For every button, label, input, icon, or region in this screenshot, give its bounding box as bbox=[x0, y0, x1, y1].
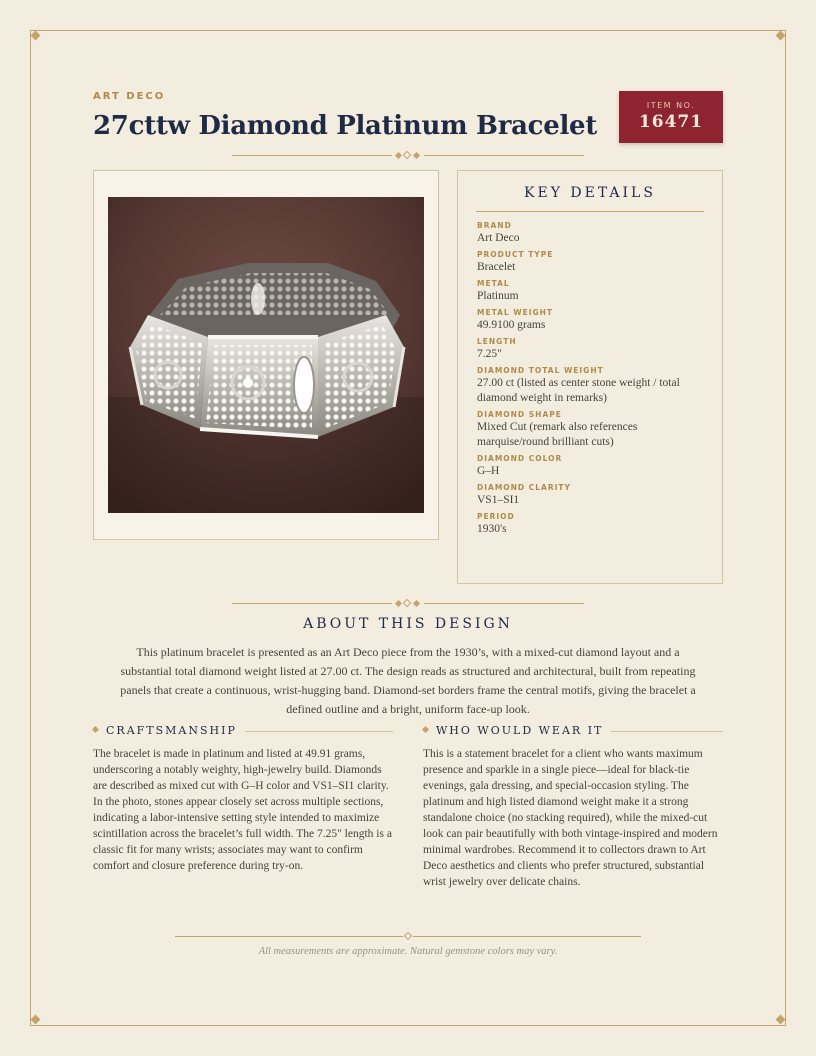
detail-value: G–H bbox=[477, 465, 500, 477]
who-wear-paragraph: This is a statement bracelet for a client who wants maximum presence and sparkle in a single piece—ideal for black-tie evenings, gala dressing, and special-occasion styling. The platinum and high listed diamond weight make it a strong standalone choice (no stacking required), while the mixed-cut look can pair beautifully with both vintage-inspired and modern minimal wardrobes. Recommend it to collectors drawn to Art Deco aesthetics and clients who prefer structured, substantial wrist jewelry over delicate chains. bbox=[423, 748, 718, 888]
who-wear-heading bbox=[423, 724, 611, 737]
craftsmanship-heading bbox=[93, 724, 245, 737]
key-details-rule bbox=[476, 211, 704, 212]
detail-brand bbox=[477, 221, 709, 246]
detail-value: 49.9100 grams bbox=[477, 319, 546, 331]
footer-disclaimer: All measurements are approximate. Natural gemstone colors may vary. bbox=[258, 946, 558, 957]
about-paragraph: This platinum bracelet is presented as an Art Deco piece from the 1930’s, with a mixed-cut diamond layout and a substantial total diamond weight listed at 27.00 ct. The design reads as structured and architectural, built from repeating panels that create a continuous, wrist-hugging band. Diamond-set borders frame the central motifs, giving the bracelet a defined outline and a bright, uniform face-up look. bbox=[120, 645, 696, 716]
category-eyebrow: ART DECO bbox=[93, 91, 166, 102]
detail-label: DIAMOND TOTAL WEIGHT bbox=[477, 366, 604, 375]
bracelet-photo bbox=[108, 197, 424, 513]
detail-length bbox=[477, 337, 709, 362]
detail-metal bbox=[477, 279, 709, 304]
title-divider-ornament bbox=[232, 150, 584, 162]
page-title: 27cttw Diamond Platinum Bracelet bbox=[93, 111, 597, 141]
detail-diamond-clarity bbox=[477, 483, 709, 508]
diamond-bullet-icon bbox=[92, 726, 99, 733]
key-details-list bbox=[477, 221, 709, 541]
detail-metal-weight bbox=[477, 308, 709, 333]
detail-label: DIAMOND SHAPE bbox=[477, 410, 562, 419]
detail-diamond-shape bbox=[477, 410, 709, 450]
detail-label: PRODUCT TYPE bbox=[477, 250, 554, 259]
key-details-panel bbox=[457, 170, 723, 584]
diamond-bullet-icon bbox=[422, 726, 429, 733]
detail-value: Art Deco bbox=[477, 232, 520, 244]
detail-value: Platinum bbox=[477, 290, 519, 302]
bracelet-image bbox=[108, 197, 424, 513]
item-number-value: 16471 bbox=[638, 112, 704, 132]
key-details-heading: KEY DETAILS bbox=[524, 185, 656, 201]
detail-label: DIAMOND CLARITY bbox=[477, 483, 571, 492]
item-number-badge bbox=[619, 91, 723, 143]
detail-label: DIAMOND COLOR bbox=[477, 454, 563, 463]
who-wear-heading-text: WHO WOULD WEAR IT bbox=[436, 724, 604, 737]
detail-value: 1930's bbox=[477, 523, 507, 535]
detail-label: BRAND bbox=[477, 221, 512, 230]
detail-diamond-total-weight bbox=[477, 366, 709, 406]
detail-product-type bbox=[477, 250, 709, 275]
item-number-label: ITEM NO. bbox=[646, 101, 696, 110]
detail-period bbox=[477, 512, 709, 537]
craftsmanship-heading-text: CRAFTSMANSHIP bbox=[106, 724, 237, 737]
detail-value: 7.25" bbox=[477, 348, 502, 360]
detail-value: 27.00 ct (listed as center stone weight / total diamond weight in remarks) bbox=[477, 377, 680, 404]
detail-value: Bracelet bbox=[477, 261, 516, 273]
footer-divider-ornament bbox=[175, 931, 641, 943]
craftsmanship-paragraph: The bracelet is made in platinum and listed at 49.91 grams, underscoring a notably weighty, high-jewelry build. Diamonds are described as mixed cut with G–H color and VS1–SI1 clarity. In the photo, stones appear closely set across multiple sections, indicating a labor-intensive setting style intended to maximize scintillation across the bracelet’s full width. The 7.25" length is a classic fit for many wrists; associates may want to confirm comfort and closure preference during try-on. bbox=[93, 748, 392, 872]
detail-label: PERIOD bbox=[477, 512, 515, 521]
detail-label: LENGTH bbox=[477, 337, 517, 346]
detail-value: Mixed Cut (remark also references marquise/round brilliant cuts) bbox=[477, 421, 638, 448]
detail-value: VS1–SI1 bbox=[477, 494, 520, 506]
product-photo-card bbox=[93, 170, 439, 540]
about-heading: ABOUT THIS DESIGN bbox=[303, 616, 513, 632]
detail-diamond-color bbox=[477, 454, 709, 479]
about-divider-ornament bbox=[232, 598, 584, 610]
detail-label: METAL WEIGHT bbox=[477, 308, 554, 317]
detail-label: METAL bbox=[477, 279, 510, 288]
